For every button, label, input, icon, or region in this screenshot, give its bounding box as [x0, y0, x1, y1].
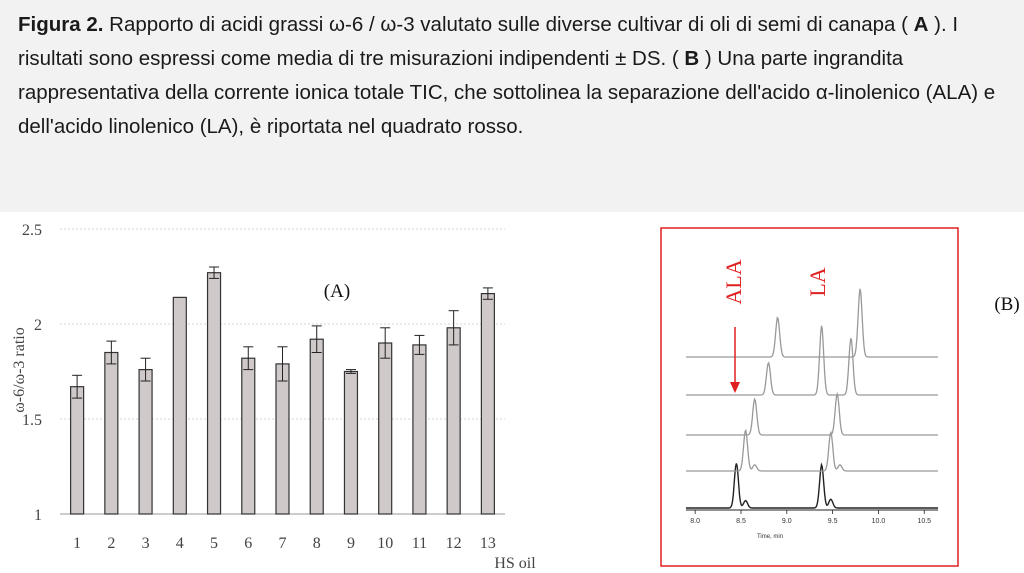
x-tick-label: 6	[244, 535, 253, 552]
y-tick-label: 1	[34, 507, 42, 524]
ala-annotation: ALA	[721, 259, 746, 305]
caption-ref-a: A	[913, 13, 929, 36]
x-tick-label: 5	[210, 535, 219, 552]
caption-part-1: Rapporto di acidi grassi ω-6 / ω-3 valutato sulle diverse cultivar di oli di semi di canapa (	[103, 13, 914, 36]
y-tick-label: 2	[34, 317, 42, 334]
tic-trace	[686, 431, 938, 472]
tic-trace	[686, 326, 938, 395]
time-tick-label: 10.5	[917, 518, 932, 525]
tic-trace	[686, 463, 938, 508]
time-tick-label: 9.0	[781, 518, 792, 525]
caption-ref-b: B	[684, 47, 700, 70]
time-tick-label: 8.0	[690, 518, 701, 525]
x-tick-label: 11	[411, 535, 428, 552]
y-tick-label: 2.5	[22, 222, 42, 239]
figure-caption	[0, 0, 1024, 212]
x-tick-label: 12	[445, 535, 462, 552]
chromatogram-b	[0, 212, 1024, 573]
time-tick-label: 9.5	[827, 518, 838, 525]
x-axis-label: HS oil	[494, 555, 536, 572]
figure-label: Figura 2.	[18, 13, 104, 36]
x-tick-label: 2	[107, 535, 116, 552]
x-tick-label: 13	[479, 535, 496, 552]
x-tick-label: 7	[278, 535, 287, 552]
panel-label-a: (A)	[323, 281, 351, 302]
x-tick-label: 10	[377, 535, 394, 552]
time-axis-label: Time, min	[756, 534, 784, 540]
x-tick-label: 9	[346, 535, 355, 552]
la-annotation: LA	[805, 267, 830, 297]
caption-part-3: ) Una parte ingrandita rappresentativa della corrente ionica totale TIC, che sottolinea la separazione dell'acido α-linolenico (ALA) e dell'acido linolenico (LA), è riportata nel quadrato rosso.	[18, 47, 996, 138]
x-tick-label: 4	[175, 535, 184, 552]
caption-text	[18, 8, 1010, 144]
caption-part-2: ). I risultati sono espressi come media di tre misurazioni indipendenti ± DS. (	[18, 13, 959, 70]
tic-traces	[686, 289, 938, 508]
panel-label-b: (B)	[994, 294, 1020, 315]
x-tick-label: 8	[312, 535, 321, 552]
time-tick-label: 8.5	[736, 518, 746, 525]
time-tick-label: 10.0	[871, 518, 886, 525]
y-axis-label: ω-6/ω-3 ratio	[11, 327, 28, 413]
tic-trace	[686, 394, 938, 435]
x-tick-label: 1	[73, 535, 82, 552]
time-axis	[686, 510, 938, 525]
ala-arrow-head	[730, 382, 740, 393]
x-tick-label: 3	[141, 535, 150, 552]
y-tick-label: 1.5	[22, 412, 42, 429]
